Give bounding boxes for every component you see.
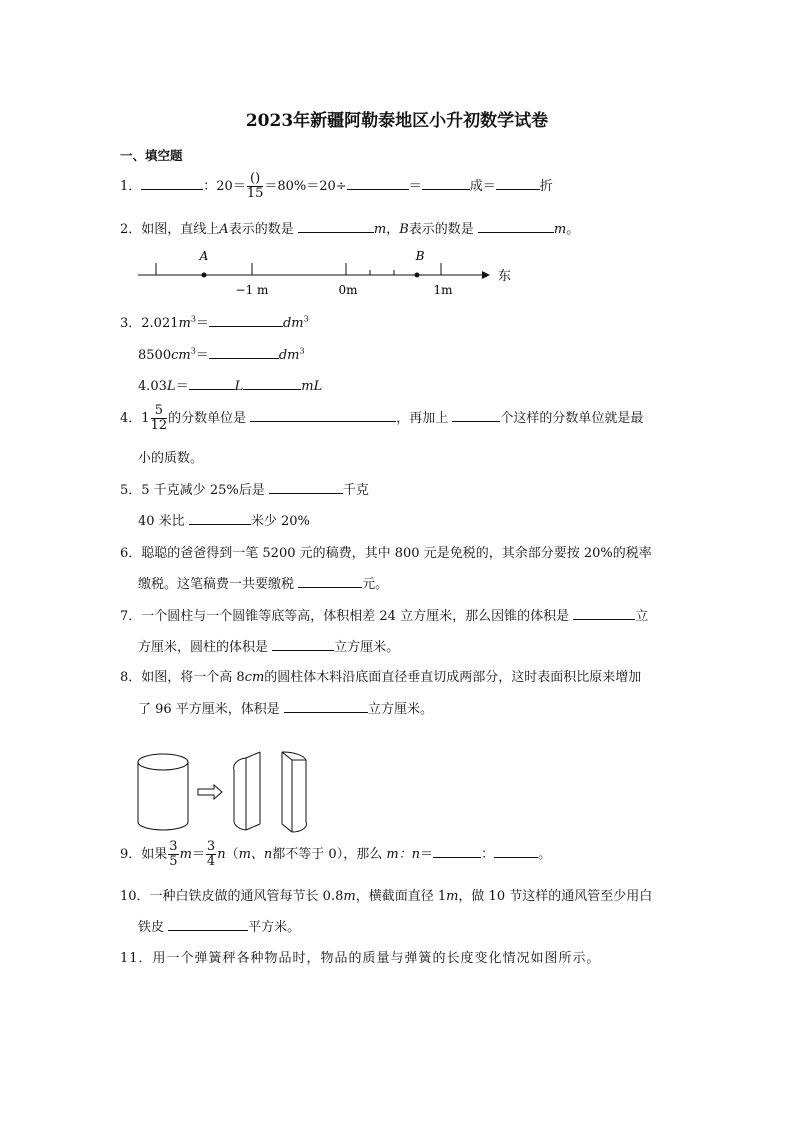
q-text: 2.021: [141, 316, 179, 331]
q-text: 折: [539, 179, 553, 194]
question-2: [120, 218, 579, 237]
answer-blank[interactable]: [250, 409, 396, 422]
q-text: 都不等于 0），那么: [272, 847, 383, 862]
q-text: 4.03: [138, 379, 167, 394]
q-text: ：: [481, 847, 495, 862]
question-7-line1: [120, 605, 648, 624]
tick-label-neg1: −1 m: [235, 283, 269, 297]
answer-blank[interactable]: [496, 177, 540, 190]
q-text: 一个圆柱与一个圆锥等底等高，体积相差 24 立方厘米，那么因锥的体积是: [141, 609, 570, 624]
answer-blank[interactable]: [269, 481, 343, 494]
half-cylinder-left-icon: [234, 752, 260, 830]
q-number: 8．: [120, 670, 142, 685]
q-text: ＝: [420, 847, 434, 862]
unit: m: [343, 889, 356, 904]
answer-blank[interactable]: [141, 177, 203, 190]
q-text: 米少 20%: [250, 514, 310, 529]
unit: cm: [171, 348, 191, 363]
q-text: 立方厘米。: [334, 640, 400, 655]
q-text: 用一个弹簧秤各种物品时，物品的质量与弹簧的长度变化情况如图所示。: [152, 951, 601, 966]
unit: dm: [278, 348, 300, 363]
fraction: [206, 840, 216, 869]
unit: m: [446, 889, 459, 904]
q-text: ，做 10 节这样的通风管至少用白: [458, 889, 653, 904]
arrow-right-icon: [198, 785, 222, 799]
q-number: 1．: [120, 179, 142, 194]
q-text: ：20＝: [203, 179, 246, 194]
q-text: 。: [566, 222, 580, 237]
q-text: 元。: [362, 577, 389, 592]
unit: m: [373, 222, 387, 237]
q-text: ＝: [191, 847, 205, 862]
var-a: A: [219, 222, 229, 237]
q-text: 铁皮: [138, 920, 165, 935]
question-11: [120, 947, 601, 966]
q-number: 6．: [120, 546, 142, 561]
q-text: 的圆柱体木料沿底面直径垂直切成两部分，这时表面积比原来增加: [264, 670, 642, 685]
question-6-line1: [120, 542, 652, 561]
sup: 3: [303, 314, 309, 324]
label-a: A: [199, 249, 209, 263]
answer-blank[interactable]: [272, 638, 334, 651]
q-number: 7．: [120, 609, 142, 624]
sup: 3: [299, 346, 305, 356]
label-b: B: [415, 249, 425, 263]
q-text: 立方厘米。: [367, 702, 433, 717]
question-3-line2: [138, 344, 305, 363]
unit: L: [166, 379, 176, 394]
answer-blank[interactable]: [189, 377, 235, 390]
answer-blank[interactable]: [452, 409, 500, 422]
question-3-line1: [120, 312, 309, 331]
q-text: ＝: [408, 179, 422, 194]
answer-blank[interactable]: [494, 845, 538, 858]
denominator: 4: [206, 854, 216, 869]
cylinder-icon: [138, 754, 188, 830]
q-text: ，横截面直径 1: [355, 889, 447, 904]
q-text: 40 米比: [138, 514, 185, 529]
unit: dm: [282, 316, 304, 331]
fraction: [151, 404, 168, 433]
numerator: (): [247, 172, 264, 187]
answer-blank[interactable]: [433, 845, 481, 858]
answer-blank[interactable]: [168, 918, 248, 931]
number-line-figure: [130, 244, 530, 300]
half-cylinder-right-icon: [282, 752, 306, 832]
q-number: 10．: [120, 889, 150, 904]
numerator: 3: [206, 839, 216, 854]
q-text: 的分数单位是: [168, 411, 247, 426]
question-1: [120, 172, 553, 201]
tick-label-1: 1m: [433, 283, 453, 297]
answer-blank[interactable]: [422, 177, 470, 190]
q-text: 了 96 平方厘米，体积是: [138, 702, 280, 717]
answer-blank[interactable]: [243, 377, 301, 390]
arrow-head: [482, 271, 490, 279]
q-number: 2．: [120, 222, 142, 237]
q-text: 。: [538, 847, 552, 862]
answer-blank[interactable]: [284, 700, 368, 713]
q-text: 个这样的分数单位就是最: [500, 411, 644, 426]
q-text: ＝80%＝20÷: [264, 179, 347, 194]
question-7-line2: [138, 636, 399, 655]
q-text: 如图，将一个高 8: [141, 670, 245, 685]
question-5-line1: [120, 479, 369, 498]
q-text: ＝: [175, 379, 189, 394]
question-10-line2: [138, 916, 300, 935]
question-10-line1: [120, 885, 652, 904]
q-text: 一种白铁皮做的通风管每节长 0.8: [149, 889, 344, 904]
q-text: 如果: [141, 847, 168, 862]
answer-blank[interactable]: [478, 220, 554, 233]
denominator: 5: [169, 854, 178, 869]
var-n: n: [217, 847, 226, 862]
q-text: 方厘米，圆柱的体积是: [138, 640, 269, 655]
unit: cm: [244, 670, 265, 685]
denominator: 12: [150, 418, 168, 433]
q-text: ＝: [195, 348, 209, 363]
answer-blank[interactable]: [347, 177, 409, 190]
q-text: ，: [386, 222, 400, 237]
question-5-line2: [138, 510, 310, 529]
sup: 3: [190, 314, 196, 324]
answer-blank[interactable]: [209, 314, 283, 327]
answer-blank[interactable]: [298, 220, 374, 233]
q-number: 5．: [120, 483, 142, 498]
q-text: 平方米。: [248, 920, 301, 935]
q-text: 缴税。这笔稿费一共要缴税: [138, 577, 295, 592]
q-text: 1: [141, 411, 150, 426]
fraction: [247, 172, 264, 201]
question-4: [120, 404, 643, 433]
unit: mL: [301, 379, 323, 394]
q-text: 5 千克减少 25%后是: [141, 483, 265, 498]
q-text: 8500: [138, 348, 172, 363]
question-8-line1: [120, 666, 641, 685]
question-6-line2: [138, 573, 388, 592]
answer-blank[interactable]: [209, 346, 279, 359]
answer-blank[interactable]: [573, 607, 635, 620]
q-text: 如图，直线上: [141, 222, 220, 237]
q-number: 9．: [120, 847, 142, 862]
vars: m、n: [238, 847, 273, 862]
q-text: 立: [635, 609, 649, 624]
answer-blank[interactable]: [298, 575, 362, 588]
point-a: [202, 273, 207, 278]
sup: 3: [190, 346, 196, 356]
q-text: （: [225, 847, 239, 862]
answer-blank[interactable]: [189, 512, 251, 525]
cylinder-cut-figure: [134, 748, 314, 836]
q-text: 成＝: [469, 179, 496, 194]
unit: m: [178, 316, 191, 331]
point-b: [415, 273, 420, 278]
q-number: 11．: [120, 951, 153, 966]
direction-east: 东: [498, 269, 512, 284]
q-text: 表示的数是: [408, 222, 474, 237]
numerator: 5: [151, 404, 168, 419]
q-text: 千克: [342, 483, 369, 498]
section-heading: 一、填空题: [120, 148, 183, 163]
question-8-line2: [138, 698, 433, 717]
denominator: 15: [246, 186, 264, 201]
q-text: ，再加上: [396, 411, 449, 426]
var-b: B: [399, 222, 409, 237]
vars: m：n: [386, 847, 421, 862]
question-3-line3: [138, 375, 322, 394]
page-title: 2023年新疆阿勒泰地区小升初数学试卷: [245, 111, 549, 131]
unit: m: [553, 222, 567, 237]
fraction: [168, 840, 178, 869]
q-text: 表示的数是: [228, 222, 294, 237]
var-m: m: [179, 847, 192, 862]
q-text: ＝: [195, 316, 209, 331]
question-9: [120, 840, 551, 869]
q-number: 3．: [120, 316, 142, 331]
q-text: 聪聪的爸爸得到一笔 5200 元的稿费，其中 800 元是免税的，其余部分要按 20%的税率: [141, 546, 652, 561]
numerator: 3: [169, 839, 178, 854]
q-number: 4．: [120, 411, 142, 426]
unit: L: [234, 379, 244, 394]
tick-label-0: 0m: [338, 283, 358, 297]
q-text: 小的质数。: [138, 451, 204, 466]
